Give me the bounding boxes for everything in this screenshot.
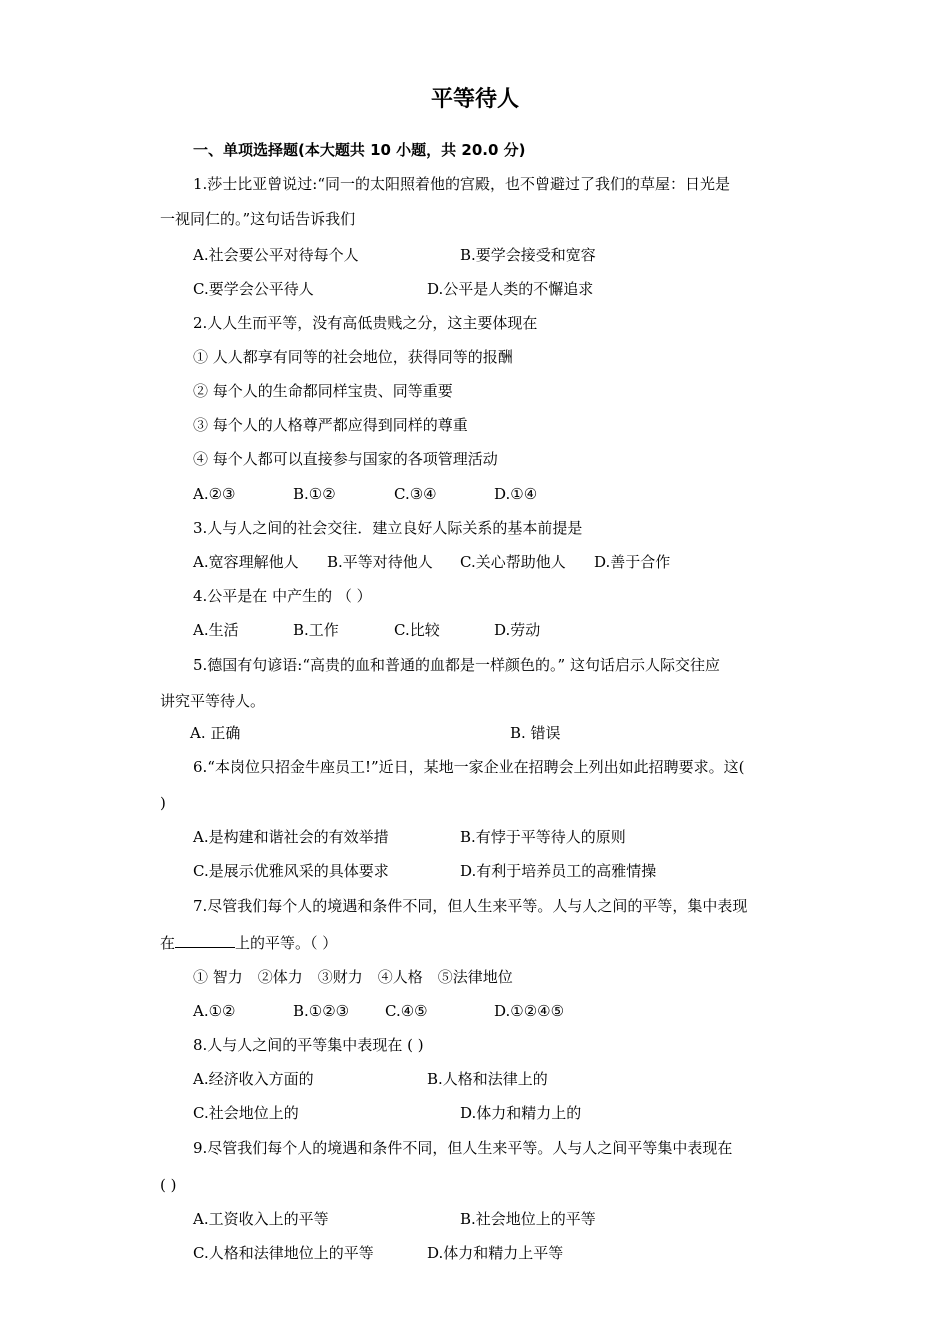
question-7-option-c: C.④⑤ [385,1002,428,1020]
question-2-statement-4: ④ 每个人都可以直接参与国家的各项管理活动 [193,450,498,468]
question-7-option-a: A.①② [193,1002,236,1020]
question-4-stem: 4.公平是在 中产生的 （ ） [193,587,372,605]
question-2-statement-2: ② 每个人的生命都同样宝贵、同等重要 [193,382,453,400]
question-6-stem-line-2: ) [160,794,166,812]
question-7-option-b: B.①②③ [293,1002,350,1020]
question-8-option-d: D.体力和精力上的 [460,1104,582,1122]
fill-in-blank [175,932,235,948]
question-8-option-c: C.社会地位上的 [193,1104,299,1122]
question-7-statements: ① 智力 ②体力 ③财力 ④人格 ⑤法律地位 [193,968,513,986]
question-6-option-b: B.有悖于平等待人的原则 [460,828,626,846]
question-7-stem-line-1: 7.尽管我们每个人的境遇和条件不同，但人生来平等。人与人之间的平等，集中表现 [193,897,748,915]
question-6-option-c: C.是展示优雅风采的具体要求 [193,862,389,880]
question-9-stem-line-1: 9.尽管我们每个人的境遇和条件不同，但人生来平等。人与人之间平等集中表现在 [193,1139,733,1157]
question-6-option-d: D.有利于培养员工的高雅情操 [460,862,657,880]
question-1-option-a: A.社会要公平对待每个人 [193,246,359,264]
question-2-stem: 2.人人生而平等，没有高低贵贱之分，这主要体现在 [193,314,538,332]
question-2-option-c: C.③④ [394,485,437,503]
question-1-option-d: D.公平是人类的不懈追求 [427,280,594,298]
question-5-stem-line-1: 5.德国有句谚语:“高贵的血和普通的血都是一样颜色的。” 这句话启示人际交往应 [193,656,720,674]
question-2-statement-3: ③ 每个人的人格尊严都应得到同样的尊重 [193,416,468,434]
question-9-option-b: B.社会地位上的平等 [460,1210,596,1228]
question-3-stem: 3.人与人之间的社会交往．建立良好人际关系的基本前提是 [193,519,583,537]
question-4-option-b: B.工作 [293,621,339,639]
question-5-option-a: A. 正确 [190,724,241,742]
question-3-option-a: A.宽容理解他人 [193,553,299,571]
question-6-stem-line-1: 6.“本岗位只招金牛座员工!”近日，某地一家企业在招聘会上列出如此招聘要求。这( [193,758,745,776]
question-2-option-a: A.②③ [193,485,236,503]
question-8-option-a: A.经济收入方面的 [193,1070,314,1088]
question-8-option-b: B.人格和法律上的 [427,1070,548,1088]
question-2-option-d: D.①④ [494,485,538,503]
question-1-stem-line-1: 1.莎士比亚曾说过:“同一的太阳照着他的宫殿，也不曾避过了我们的草屋：日光是 [193,175,731,193]
question-6-option-a: A.是构建和谐社会的有效举措 [193,828,389,846]
question-3-option-d: D.善于合作 [594,553,671,571]
question-3-option-c: C.关心帮助他人 [460,553,566,571]
question-5-stem-line-2: 讲究平等待人。 [160,692,266,710]
question-9-option-d: D.体力和精力上平等 [427,1244,564,1262]
question-4-option-d: D.劳动 [494,621,541,639]
question-1-option-b: B.要学会接受和宽容 [460,246,596,264]
question-7-option-d: D.①②④⑤ [494,1002,565,1020]
question-9-option-c: C.人格和法律地位上的平等 [193,1244,374,1262]
question-7-stem-prefix: 在 [160,934,176,952]
section-heading: 一、单项选择题(本大题共 10 小题，共 20.0 分) [193,141,526,159]
question-7-stem-line-2 [160,932,337,953]
question-4-option-c: C.比较 [394,621,440,639]
page-title: 平等待人 [430,87,519,112]
question-2-statement-1: ① 人人都享有同等的社会地位，获得同等的报酬 [193,348,513,366]
question-3-option-b: B.平等对待他人 [327,553,433,571]
question-8-stem: 8.人与人之间的平等集中表现在 ( ) [193,1036,424,1054]
question-1-stem-line-2: 一视同仁的。”这句话告诉我们 [160,210,356,228]
question-9-option-a: A.工资收入上的平等 [193,1210,329,1228]
question-2-option-b: B.①② [293,485,336,503]
question-5-option-b: B. 错误 [510,724,561,742]
question-4-option-a: A.生活 [193,621,239,639]
question-7-stem-suffix: 上的平等。（ ） [235,934,338,952]
question-9-stem-line-2: ( ) [160,1176,177,1194]
question-1-option-c: C.要学会公平待人 [193,280,314,298]
